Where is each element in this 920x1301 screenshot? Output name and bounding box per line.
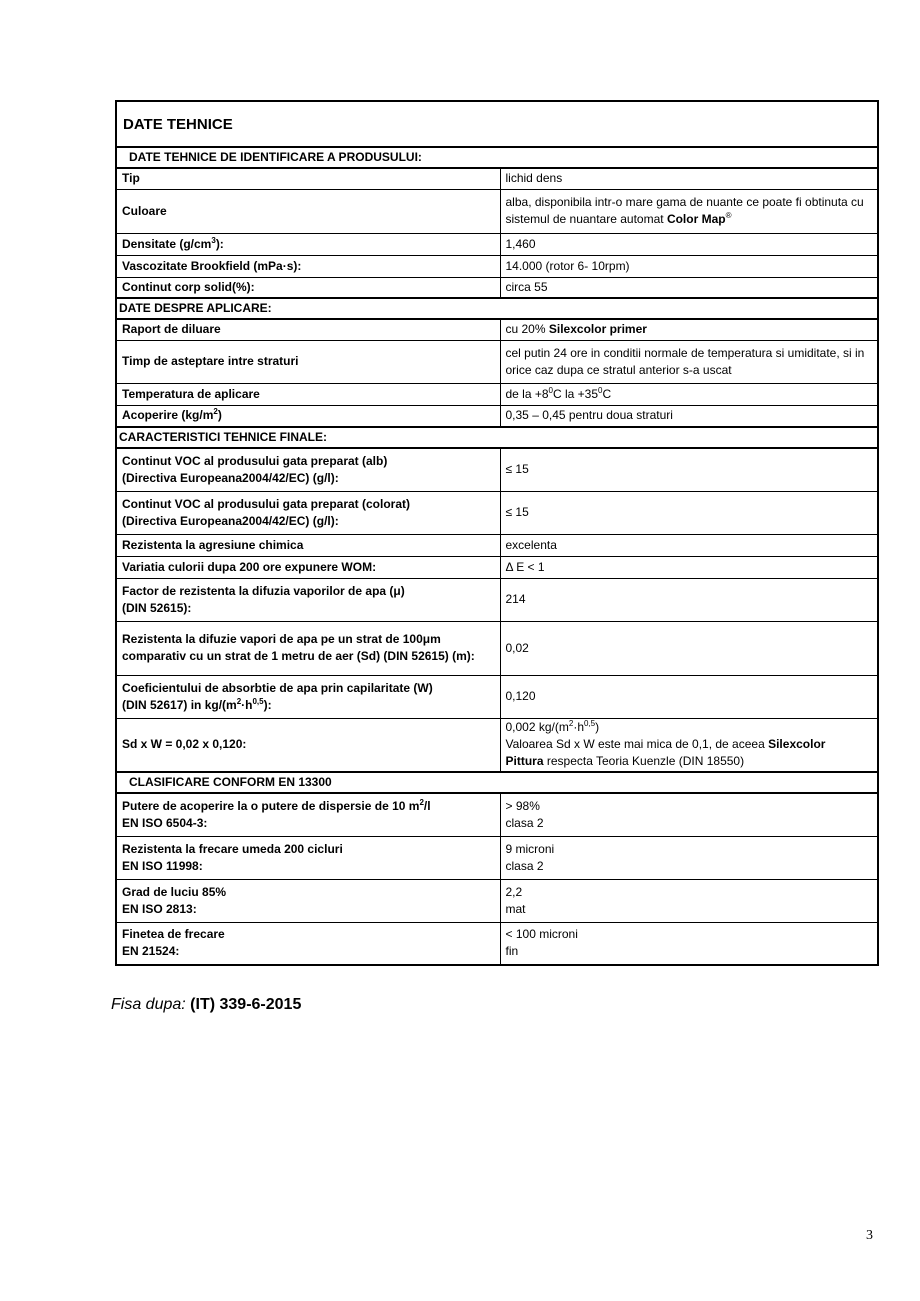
table-title: DATE TEHNICE xyxy=(116,101,878,147)
table-row: Factor de rezistenta la difuzia vaporilor de apa (μ) (DIN 52615): 214 xyxy=(116,578,878,621)
table-row: Vascozitate Brookfield (mPa·s): 14.000 (rotor 6- 10rpm) xyxy=(116,255,878,277)
table-row: Coeficientului de absorbtie de apa prin capilaritate (W) (DIN 52617) in $kg/(m^2\cdot h^{0,5})$: 0,120 xyxy=(116,675,878,718)
table-row: Finetea de frecare EN 21524: < 100 microni fin xyxy=(116,922,878,965)
table-row: Continut corp solid(%): circa 55 xyxy=(116,277,878,298)
page-number: 3 xyxy=(866,1228,873,1243)
footer-value: (IT) 339-6-2015 xyxy=(190,996,302,1013)
section-identificare: DATE TEHNICE DE IDENTIFICARE A PRODUSULUI: xyxy=(116,147,878,168)
table-row: Continut VOC al produsului gata preparat (colorat) (Directiva Europeana2004/42/EC) (g/l): ≤ 15 xyxy=(116,491,878,534)
table-row: Sd x W = 0,02 x 0,120: 0,002 $kg/(m^2\cdot h^{0,5})$ Valoarea Sd x W este mai mica de 0,1, de aceea Silexcolor Pittura respecta Teoria Kuenzle (DIN 18550) xyxy=(116,718,878,772)
table-row: Rezistenta la difuzie vapori de apa pe un strat de 100μm comparativ cu un strat de 1 metru de aer (Sd) (DIN 52615) (m): 0,02 xyxy=(116,621,878,675)
table-row: Raport de diluare cu 20% Silexcolor primer xyxy=(116,319,878,340)
section-aplicare: DATE DESPRE APLICARE: xyxy=(116,298,878,319)
table-row: Densitate $(g/cm^3)$: 1,460 xyxy=(116,233,878,255)
footer-source xyxy=(111,996,301,1014)
section-clasificare: CLASIFICARE CONFORM EN 13300 xyxy=(116,772,878,793)
table-row: Rezistenta la agresiune chimica excelenta xyxy=(116,534,878,556)
table-row: Variatia culorii dupa 200 ore expunere WOM: Δ E < 1 xyxy=(116,556,878,578)
table-row: Tip lichid dens xyxy=(116,168,878,189)
table-row: Putere de acoperire la o putere de dispersie de 10 $m^2/l$ EN ISO 6504-3: > 98% clasa 2 xyxy=(116,793,878,836)
table-row: Timp de asteptare intre straturi cel putin 24 ore in conditii normale de temperatura si umiditate, si in orice caz dupa ce stratul anterior s-a uscat xyxy=(116,340,878,383)
table-row: Culoare alba, disponibila intr-o mare gama de nuante ce poate fi obtinuta cu sistemul de nuantare automat Color Map® xyxy=(116,189,878,233)
table-row: Temperatura de aplicare de la $+8^0C$ la $+35^0C$ xyxy=(116,383,878,405)
footer-label: Fisa dupa: xyxy=(111,996,186,1013)
technical-data-table xyxy=(115,100,879,966)
table-row: Acoperire $(kg/m^2)$ 0,35 – 0,45 pentru doua straturi xyxy=(116,405,878,427)
table-row: Grad de luciu 85% EN ISO 2813: 2,2 mat xyxy=(116,879,878,922)
section-finale: CARACTERISTICI TEHNICE FINALE: xyxy=(116,427,878,448)
table-row: Continut VOC al produsului gata preparat (alb) (Directiva Europeana2004/42/EC) (g/l): ≤ 15 xyxy=(116,448,878,491)
table-row: Rezistenta la frecare umeda 200 cicluri EN ISO 11998: 9 microni clasa 2 xyxy=(116,836,878,879)
